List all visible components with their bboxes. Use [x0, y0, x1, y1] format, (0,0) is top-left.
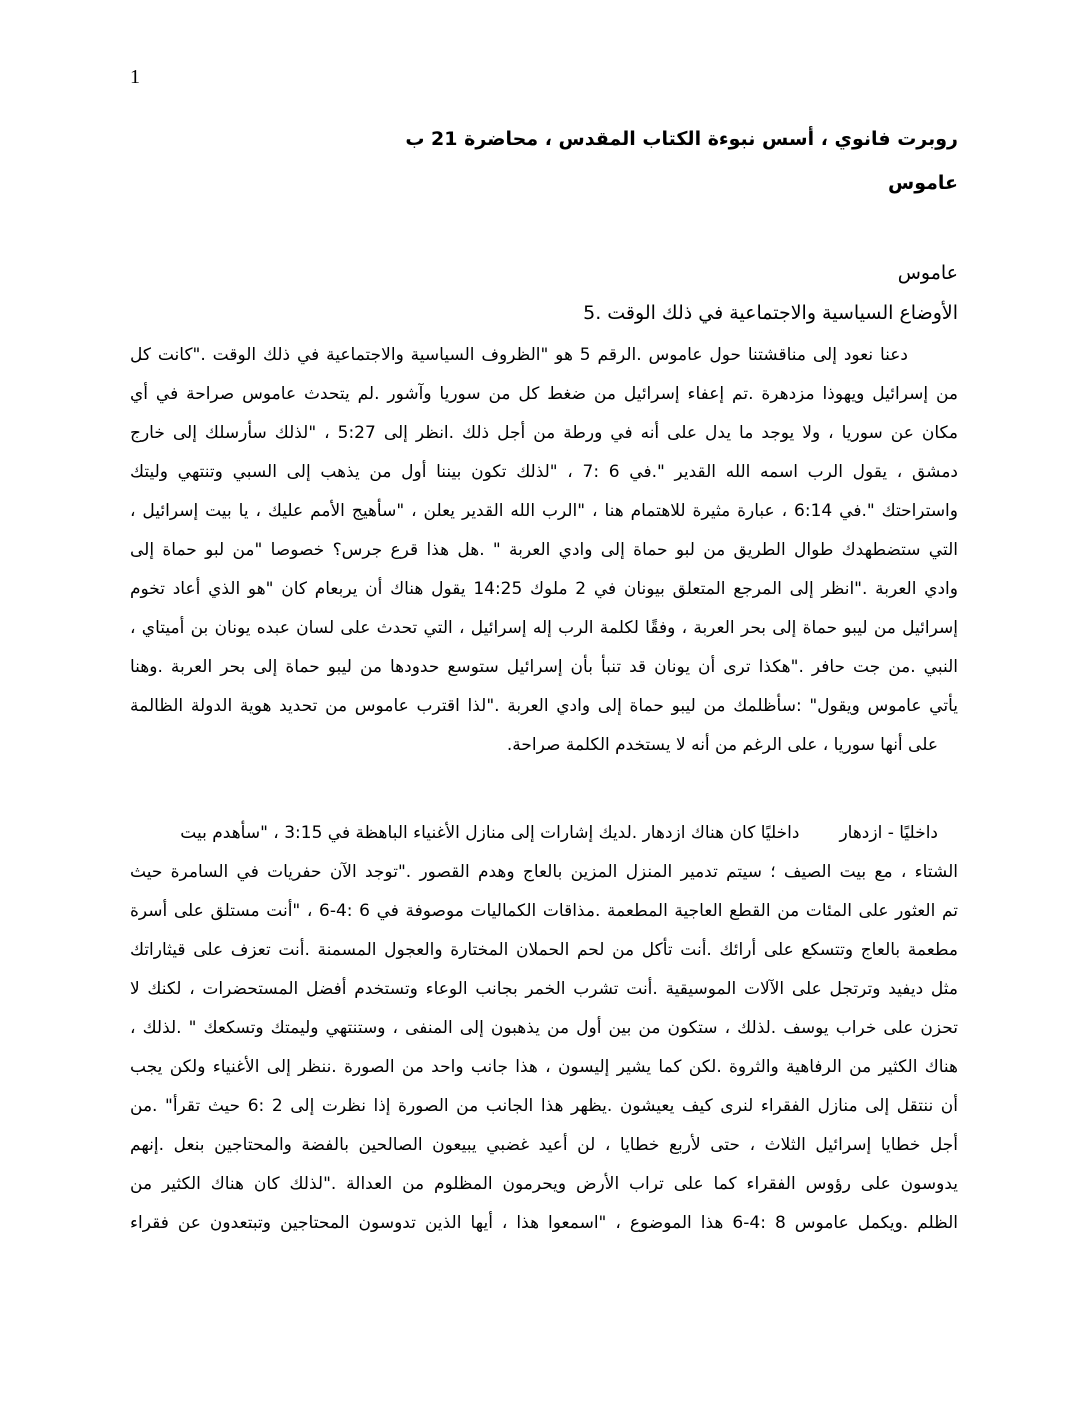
section-subheading: الأوضاع السياسية والاجتماعية في ذلك الوقت .5 — [583, 302, 958, 324]
paragraph-line: مطعمة بالعاج وتتسكع على أرائك .أنت تأكل من لحم الحملان المختارة والعجول المسمنة .أنت تعزف على قيثاراتك — [130, 940, 958, 960]
paragraph-line: أجل خطايا إسرائيل الثلاث ، حتى لأربع خطايا ، لن أعيد غضبي يبيعون الصالحين بالفضة والمحتاجين بنعل .إنهم — [130, 1135, 958, 1155]
paragraph-line: واستراحتك ".في 6:14 ، عبارة مثيرة للاهتمام هنا ، "الرب الله القدير يعلن ، "سأهيج الأمم عليك ، يا بيت إسرائيل ، — [130, 501, 958, 521]
paragraph-line: وادي العربة ."انظر إلى المرجع المتعلق بيونان في 2 ملوك 14:25 يقول هناك أن يربعام كان "هو الذي أعاد تخوم — [130, 579, 958, 599]
paragraph-line: يأتي عاموس ويقول" :سأظلمك من ليبو حماة إلى وادي العربة ."لذا اقترب عاموس من تحديد هوية الدولة الظالمة — [130, 696, 958, 716]
paragraph-line: النبي .من جت حافر ."هكذا ترى أن يونان قد تنبأ بأن إسرائيل ستوسع حدودها من ليبو حماة إلى بحر العربة .وهنا — [130, 657, 958, 677]
paragraph-line: التي ستضطهدك طوال الطريق من لبو حماة إلى وادي العربة " .هل هذا قرع جرس؟ خصوصا "من لبو حماة إلى — [130, 540, 958, 560]
paragraph-line: أن ننتقل إلى منازل الفقراء لنرى كيف يعيشون .يظهر هذا الجانب من الصورة إذا نظرت إلى 2 :6 حيث تقرأ" .من — [130, 1096, 958, 1116]
paragraph-line: على أنها سوريا ، على الرغم من أنه لا يستخدم الكلمة صراحة. — [506, 735, 938, 755]
document-subtitle: عاموس — [887, 172, 958, 194]
paragraph-line: هناك الكثير من الرفاهية والثروة .لكن كما يشير إليسون ، هذا جانب واحد من الصورة .ننظر إلى الأغنياء ولكن يجب — [130, 1057, 958, 1077]
paragraph-line: إسرائيل من ليبو حماة إلى بحر العربة ، وفقًا لكلمة الرب إله إسرائيل ، التي تحدث على لسان عبده يونان بن أميتاي ، — [130, 618, 958, 638]
document-title: روبرت فانوي ، أسس نبوءة الكتاب المقدس ، محاضرة 21 ب — [405, 128, 958, 150]
page-number: 1 — [130, 66, 140, 88]
paragraph-line-first — [150, 818, 938, 848]
paragraph-line: تم العثور على المئات من القطع العاجية المطعمة .مذاقات الكماليات موصوفة في 6 :4-6 ، "أنت مستلق على أسرة — [130, 901, 959, 921]
paragraph-line: دمشق ، يقول الرب اسمه الله القدير ".في 6 :7 ، "لذلك تكون بيننا أول من يذهب إلى السبي وتنتهي وليتك — [130, 462, 958, 482]
section-heading: عاموس — [897, 262, 958, 284]
paragraph-line: يدوسون على رؤوس الفقراء كما على تراب الأرض ويحرمون المظلوم من العدالة ."لذلك كان هناك الكثير من — [130, 1174, 958, 1194]
paragraph-line-text: داخليًا كان هناك ازدهار .لديك إشارات إلى منازل الأغنياء الباهظة في 3:15 ، "سأهدم بيت — [180, 823, 800, 843]
paragraph-line: الظلم .ويكمل عاموس 8 :4-6 هذا الموضوع ، "اسمعوا هذا ، أيها الذين تدوسون المحتاجين وتبتعدون عن فقراء — [130, 1213, 959, 1233]
paragraph-line: الشتاء ، مع بيت الصيف ؛ سيتم تدمير المنزل المزين بالعاج وهدم القصور ."توجد الآن حفريات في السامرة حيث — [130, 862, 958, 882]
paragraph-line: مثل ديفيد وترتجل على الآلات الموسيقية .أنت تشرب الخمر بجانب الوعاء وتستخدم أفضل المستحضرات ، لكنك لا — [130, 979, 958, 999]
paragraph-line: من إسرائيل ويهوذا مزدهرة .تم إعفاء إسرائيل من ضغط كل من سوريا وآشور .لم يتحدث عاموس صراحة في أي — [130, 384, 958, 404]
paragraph-line: مكان عن سوريا ، ولا يوجد ما يدل على أنه في ورطة من أجل ذلك .انظر إلى 5:27 ، "لذلك سأرسلك إلى خارج — [130, 423, 958, 443]
paragraph-line: دعنا نعود إلى مناقشتنا حول عاموس .الرقم 5 هو "الظروف السياسية والاجتماعية في ذلك الوقت ."كانت كل — [130, 345, 909, 365]
paragraph-lead-label: داخليًا - ازدهار — [839, 823, 938, 843]
paragraph-line: تحزن على خراب يوسف .لذلك ، ستكون من بين أول من يذهبون إلى المنفى ، وستنتهي وليمتك وتسكعك " .لذلك ، — [130, 1018, 958, 1038]
